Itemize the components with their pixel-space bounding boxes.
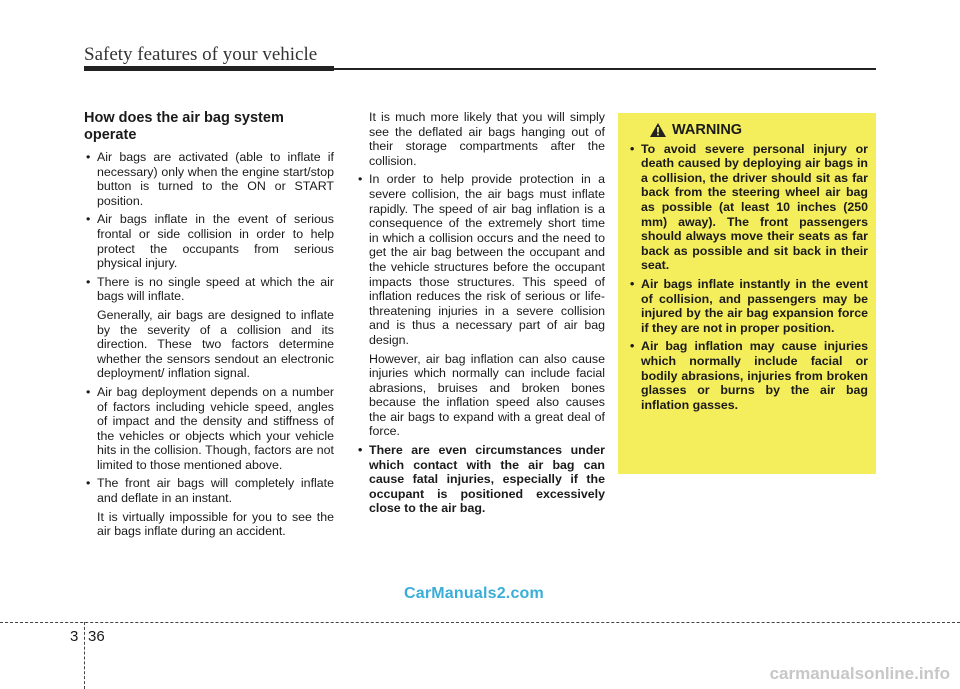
warning-box (618, 113, 876, 474)
section-heading: How does the air bag system operate (84, 110, 284, 143)
list-item: • In order to help provide protection in a severe collision, the air bags must inflate rapidly. The speed of air bag inflation is a consequence of the extremely short time in which a collision occurs and the need to get the air bag between the occupant and the vehicle structures before the occupant impacts those structures. This speed of inflation reduces the risk of serious or life-threatening injuries in a severe collision and is thus a necessary part of air bag design. (356, 172, 605, 347)
bullet-list (356, 172, 605, 347)
warning-title: WARNING (672, 122, 743, 138)
warning-triangle-icon (650, 123, 666, 137)
warning-list (628, 142, 868, 413)
bullet-list (84, 385, 334, 506)
header-rule (84, 68, 876, 70)
page-number: 36 (88, 628, 105, 645)
footer-rule (0, 622, 960, 623)
list-item: • The front air bags will completely inflate and deflate in an instant. (84, 476, 334, 505)
bullet-list (356, 443, 605, 516)
bullet-list (84, 150, 334, 304)
paragraph: It is much more likely that you will simply see the deflated air bags hanging out of their storage compartments after the collision. (369, 110, 605, 168)
list-item-emphasis: • There are even circumstances under which contact with the air bag can cause fatal injuries, especially if the occupant is positioned excessively close to the air bag. (356, 443, 605, 516)
section-title: Safety features of your vehicle (84, 44, 318, 65)
list-item: • Air bag deployment depends on a number of factors including vehicle speed, angles of impact and the density and stiffness of the vehicles or objects which your vehicle hits in the collision. Though, factors are not limited to those mentioned above. (84, 385, 334, 473)
list-item: • There is no single speed at which the air bags will inflate. (84, 275, 334, 304)
paragraph: However, air bag inflation can also cause injuries which normally can include facial abrasions, bruises and broken bones because the inflation speed also causes the air bags to expand with a great deal of force. (369, 351, 605, 439)
warning-header (650, 123, 868, 138)
paragraph: Generally, air bags are designed to inflate by the severity of a collision and its direction. These two factors determine whether the sensors sendout an electronic deployment/ inflation signal. (97, 307, 334, 381)
chapter-number: 3 (70, 628, 79, 645)
list-item: • Air bags are activated (able to inflate if necessary) only when the engine start/stop button is turned to the ON or START position. (84, 150, 334, 208)
footer-site-link[interactable]: carmanualsonline.info (769, 664, 950, 683)
warning-item: • To avoid severe personal injury or death caused by deploying air bags in a collision, the driver should sit as far back from the steering wheel air bag as possible (at least 10 inches (250 mm) away). The front passengers should always move their seats as far back as possible and sit back in their seat. (628, 142, 868, 273)
list-item: • Air bags inflate in the event of serious frontal or side collision in order to help protect the occupants from serious physical injury. (84, 212, 334, 270)
warning-item: • Air bag inflation may cause injuries which normally include facial or bodily abrasions, injuries from broken glasses or burns by the air bag inflation gasses. (628, 339, 868, 412)
paragraph: It is virtually impossible for you to see the air bags inflate during an accident. (97, 509, 334, 539)
column-left (84, 110, 334, 543)
watermark-link[interactable]: CarManuals2.com (404, 585, 544, 602)
warning-item: • Air bags inflate instantly in the event of collision, and passengers may be injured by the air bag expansion force if they are not in proper position. (628, 277, 868, 335)
column-middle (356, 110, 605, 520)
footer-divider (84, 622, 85, 689)
